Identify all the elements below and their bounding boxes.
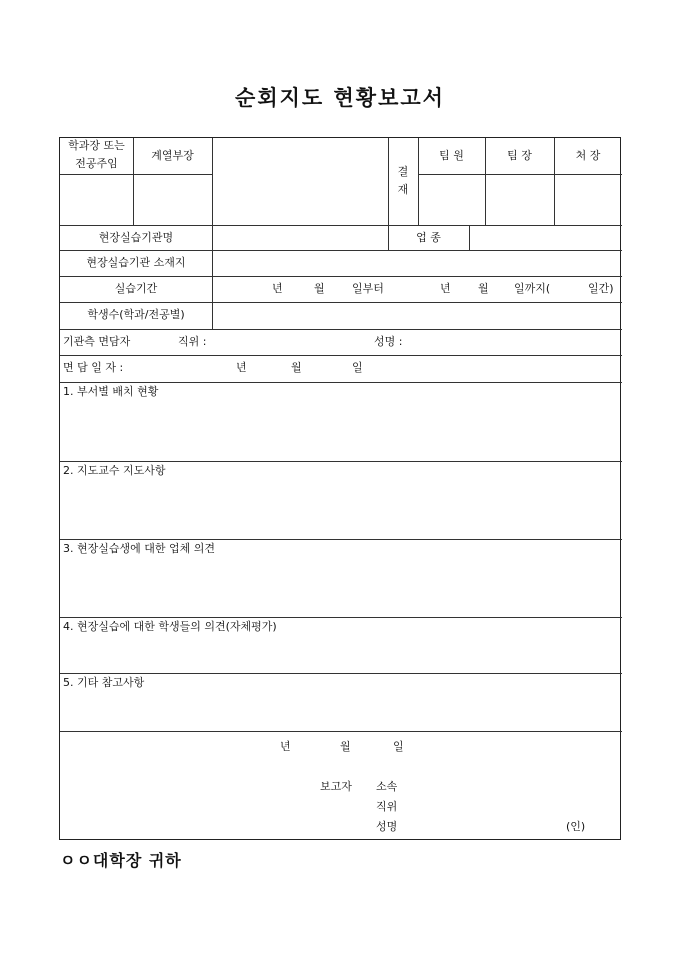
institution-location-label: 현장실습기관 소재지	[86, 256, 186, 269]
period-day-from: 일부터	[352, 282, 384, 295]
section-1-heading: 1. 부서별 배치 현황	[63, 385, 159, 398]
period-day-to: 일까지(	[514, 282, 551, 295]
document-title: 순회지도 현황보고서	[235, 85, 445, 110]
interview-day: 일	[352, 361, 363, 374]
team-leader-label: 팀 장	[507, 149, 532, 162]
dept-head-label-line1: 학과장 또는	[68, 139, 125, 152]
signature-day: 일	[393, 740, 404, 753]
dept-head-label-line2: 전공주임	[75, 157, 118, 170]
section-2-heading: 2. 지도교수 지도사항	[63, 464, 166, 477]
position-label: 직위	[376, 800, 398, 813]
signature-year: 년	[280, 740, 291, 753]
section-5-heading: 5. 기타 참고사항	[63, 676, 145, 689]
section-4-heading: 4. 현장실습에 대한 학생들의 의견(자체평가)	[63, 620, 277, 633]
approval-jae-label: 재	[397, 183, 409, 196]
name-label: 성명	[376, 820, 398, 833]
period-month-from: 월	[314, 282, 325, 295]
period-month-to: 월	[478, 282, 489, 295]
signature-month: 월	[340, 740, 351, 753]
reporter-label: 보고자	[320, 780, 352, 793]
affiliation-label: 소속	[376, 780, 398, 793]
period-days: 일간)	[588, 282, 614, 295]
interview-month: 월	[291, 361, 302, 374]
interview-year: 년	[236, 361, 247, 374]
section-3-heading: 3. 현장실습생에 대한 업체 의견	[63, 542, 215, 555]
series-head-label: 계열부장	[151, 149, 194, 162]
seal-mark: (인)	[566, 820, 586, 833]
team-member-label: 팀 원	[439, 149, 464, 162]
industry-label: 업 종	[416, 231, 441, 244]
interviewer-position-label: 직위 :	[178, 335, 207, 348]
interviewer-name-label: 성명 :	[374, 335, 403, 348]
student-count-label: 학생수(학과/전공별)	[87, 308, 185, 321]
director-label: 처 장	[575, 149, 601, 162]
period-year-from: 년	[272, 282, 283, 295]
approval-gyeol-label: 결	[397, 165, 409, 178]
addressee: ㅇㅇ대학장 귀하	[60, 851, 182, 870]
report-form	[59, 137, 621, 840]
period-label: 실습기간	[114, 282, 158, 295]
interview-date-label: 면 담 일 자 :	[63, 361, 124, 374]
period-year-to: 년	[440, 282, 451, 295]
interviewer-label: 기관측 면담자	[63, 335, 131, 348]
institution-name-label: 현장실습기관명	[98, 231, 174, 244]
